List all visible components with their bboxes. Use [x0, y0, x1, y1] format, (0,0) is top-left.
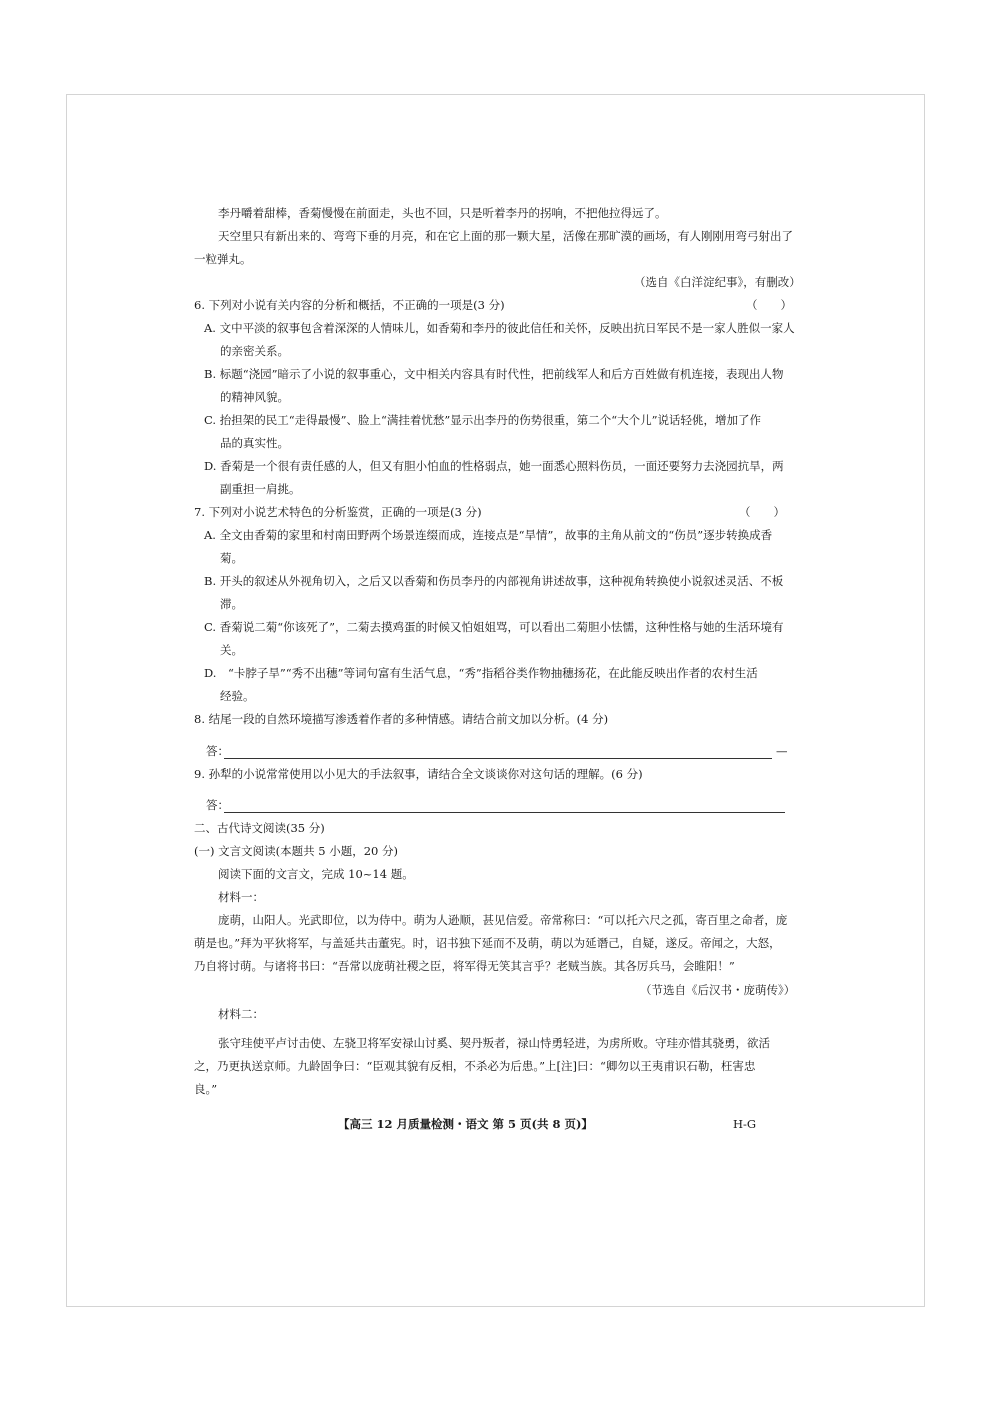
question-9-answer-label: 答：: [206, 798, 229, 812]
question-7-option-d: D. “卡脖子旱”“秀不出穗”等词句富有生活气息，“秀”指稻谷类作物抽穗扬花，在此能反映出作者的农村生活: [204, 666, 758, 680]
question-7-option-d-cont: 经验。: [220, 689, 255, 703]
question-6-option-d-cont: 副重担一肩挑。: [220, 482, 301, 496]
question-6-option-a-cont: 的亲密关系。: [220, 344, 289, 358]
material-1-line-1: 庞萌，山阳人。光武即位，以为侍中。萌为人逊顺，甚见信爱。帝常称曰：“可以托六尺之孤，寄百里之命者，庞: [218, 913, 788, 927]
question-6-option-d: D. 香菊是一个很有责任感的人，但又有胆小怕血的性格弱点，她一面悉心照料伤员，一面还要努力去浇园抗旱，两: [204, 459, 784, 473]
question-6-option-b-cont: 的精神风貌。: [220, 390, 289, 404]
material-1-line-2: 萌是也。”拜为平狄将军，与盖延共击董宪。时，诏书独下延而不及萌，萌以为延谮己，自疑，遂反。帝闻之，大怒，: [194, 936, 781, 950]
material-1-label: 材料一：: [218, 890, 264, 904]
question-6-answer-paren[interactable]: （ ）: [746, 298, 792, 312]
material-1-source: （节选自《后汉书・庞萌传》）: [640, 983, 796, 997]
question-8-answer-label: 答：: [206, 744, 229, 758]
question-7-option-b-cont: 滞。: [220, 597, 243, 611]
question-7-answer-paren[interactable]: （ ）: [739, 505, 785, 519]
question-7-option-b: B. 开头的叙述从外视角切入，之后又以香菊和伤员李丹的内部视角讲述故事，这种视角转换使小说叙述灵活、不板: [204, 574, 784, 588]
paragraph-lidan: 李丹嚼着甜棒，香菊慢慢在前面走，头也不回，只是听着李丹的拐响，不把他拉得远了。: [218, 206, 667, 220]
question-7-option-c: C. 香菊说二菊“你该死了”，二菊去摸鸡蛋的时候又怕姐姐骂，可以看出二菊胆小怯懦，这种性格与她的生活环境有: [204, 620, 784, 634]
question-7-option-c-cont: 关。: [220, 643, 243, 657]
section-2-title: 二、古代诗文阅读(35 分): [194, 821, 325, 835]
question-7-option-a: A. 全文由香菊的家里和村南田野两个场景连缀而成，连接点是“旱情”，故事的主角从前文的“伤员”逐步转换成香: [204, 528, 773, 542]
material-1-line-3: 乃自将讨萌。与诸将书曰：“吾常以庞萌社稷之臣，将军得无笑其言乎？老贼当族。其各厉兵马，会睢阳！”: [194, 959, 735, 973]
question-6-option-c: C. 抬担架的民工“走得最慢”、脸上“满挂着忧愁”显示出李丹的伤势很重，第二个“大个儿”说话轻佻，增加了作: [204, 413, 761, 427]
question-6-option-c-cont: 品的真实性。: [220, 436, 289, 450]
question-8-answer-line[interactable]: [224, 758, 772, 759]
footer-title: 【高三 12 月质量检测・语文 第 5 页(共 8 页)】: [338, 1117, 593, 1131]
footer-code: H-G: [733, 1117, 757, 1131]
question-6-option-a: A. 文中平淡的叙事包含着深深的人情味儿，如香菊和李丹的彼此信任和关怀，反映出抗日军民不是一家人胜似一家人: [204, 321, 795, 335]
question-7-option-a-cont: 菊。: [220, 551, 243, 565]
question-9-stem: 9. 孙犁的小说常常使用以小见大的手法叙事，请结合全文谈谈你对这句话的理解。(6 分): [194, 767, 643, 781]
material-2-line-1: 张守珪使平卢讨击使、左骁卫将军安禄山讨奚、契丹叛者，禄山恃勇轻进，为虏所败。守珪亦惜其骁勇，欲活: [218, 1036, 770, 1050]
section-2-instruction: 阅读下面的文言文，完成 10~14 题。: [218, 867, 414, 881]
question-9-answer-line[interactable]: [224, 812, 785, 813]
question-6-stem: 6. 下列对小说有关内容的分析和概括，不正确的一项是(3 分): [194, 298, 505, 312]
paragraph-sky: 天空里只有新出来的、弯弯下垂的月亮，和在它上面的那一颗大星，活像在那旷漠的画场，有人刚刚用弯弓射出了: [218, 229, 793, 243]
question-7-stem: 7. 下列对小说艺术特色的分析鉴赏，正确的一项是(3 分): [194, 505, 482, 519]
source-note: （选自《白洋淀纪事》，有删改）: [634, 275, 801, 289]
question-6-option-b: B. 标题“浇园”暗示了小说的叙事重心，文中相关内容具有时代性，把前线军人和后方百姓做有机连接，表现出人物: [204, 367, 784, 381]
material-2-line-2: 之，乃更执送京师。九龄固争曰：“臣观其貌有反相，不杀必为后患。”上[注]曰：“卿勿以王夷甫识石勒，枉害忠: [194, 1059, 756, 1073]
question-8-tail-mark: —: [776, 744, 788, 758]
material-2-label: 材料二：: [218, 1007, 264, 1021]
material-2-line-3: 良。”: [194, 1082, 218, 1096]
question-8-stem: 8. 结尾一段的自然环境描写渗透着作者的多种情感。请结合前文加以分析。(4 分): [194, 712, 609, 726]
section-2-subtitle: (一) 文言文阅读(本题共 5 小题，20 分): [194, 844, 399, 858]
paragraph-sky-cont: 一粒弹丸。: [194, 252, 252, 266]
